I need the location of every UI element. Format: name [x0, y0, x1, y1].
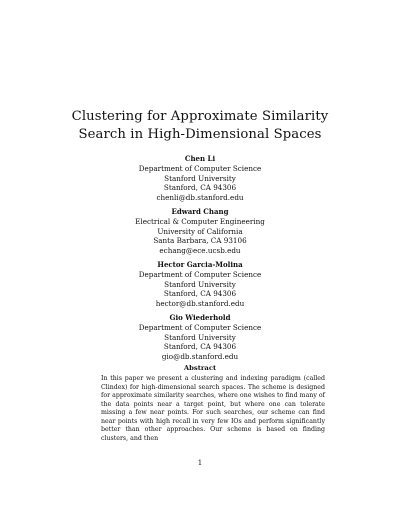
author-institution: University of California — [157, 226, 243, 236]
author-department: Electrical & Computer Engineering — [135, 217, 265, 226]
author-block-chen-li — [0, 154, 400, 202]
author-location: Stanford, CA 94306 — [163, 183, 237, 192]
author-institution: Stanford University — [164, 279, 236, 289]
author-email: chenli@db.stanford.edu — [156, 192, 244, 202]
author-name: Gio Wiederhold — [169, 313, 231, 322]
author-block-edward-chang — [0, 207, 400, 255]
author-email: hector@db.stanford.edu — [155, 298, 245, 308]
author-name: Chen Li — [184, 154, 216, 163]
author-name: Edward Chang — [171, 207, 229, 216]
author-block-hector-garcia-molina — [0, 260, 400, 308]
author-institution: Stanford University — [164, 173, 236, 183]
paper-title — [0, 108, 400, 144]
author-location: Stanford, CA 94306 — [163, 342, 237, 351]
author-location: Santa Barbara, CA 93106 — [153, 236, 247, 245]
title-line-1: Clustering for Approximate Similarity — [71, 109, 329, 124]
page-number: 1 — [197, 459, 203, 467]
author-institution: Stanford University — [164, 332, 236, 342]
abstract-heading: Abstract — [183, 364, 217, 372]
abstract-text: In this paper we present a clustering and indexing paradigm (called Clindex) for high-dimensional search spaces. The scheme is designed for approximate similarity searches, where one wishes to find many of the data points near a target point, but where one can tolerate missing a few near points. For such searches, our scheme can find near points with high recall in very few IOs and perform significantly better than other approaches. Our scheme is based on finding clusters, and then — [101, 375, 325, 442]
author-department: Department of Computer Science — [138, 270, 262, 279]
title-line-2: Search in High-Dimensional Spaces — [78, 127, 322, 142]
author-department: Department of Computer Science — [138, 323, 262, 332]
author-location: Stanford, CA 94306 — [163, 289, 237, 298]
author-name: Hector Garcia-Molina — [157, 260, 243, 269]
author-list — [0, 154, 400, 361]
author-department: Department of Computer Science — [138, 164, 262, 173]
author-email: echang@ece.ucsb.edu — [159, 245, 241, 255]
author-block-gio-wiederhold — [0, 313, 400, 361]
author-email: gio@db.stanford.edu — [161, 351, 239, 361]
